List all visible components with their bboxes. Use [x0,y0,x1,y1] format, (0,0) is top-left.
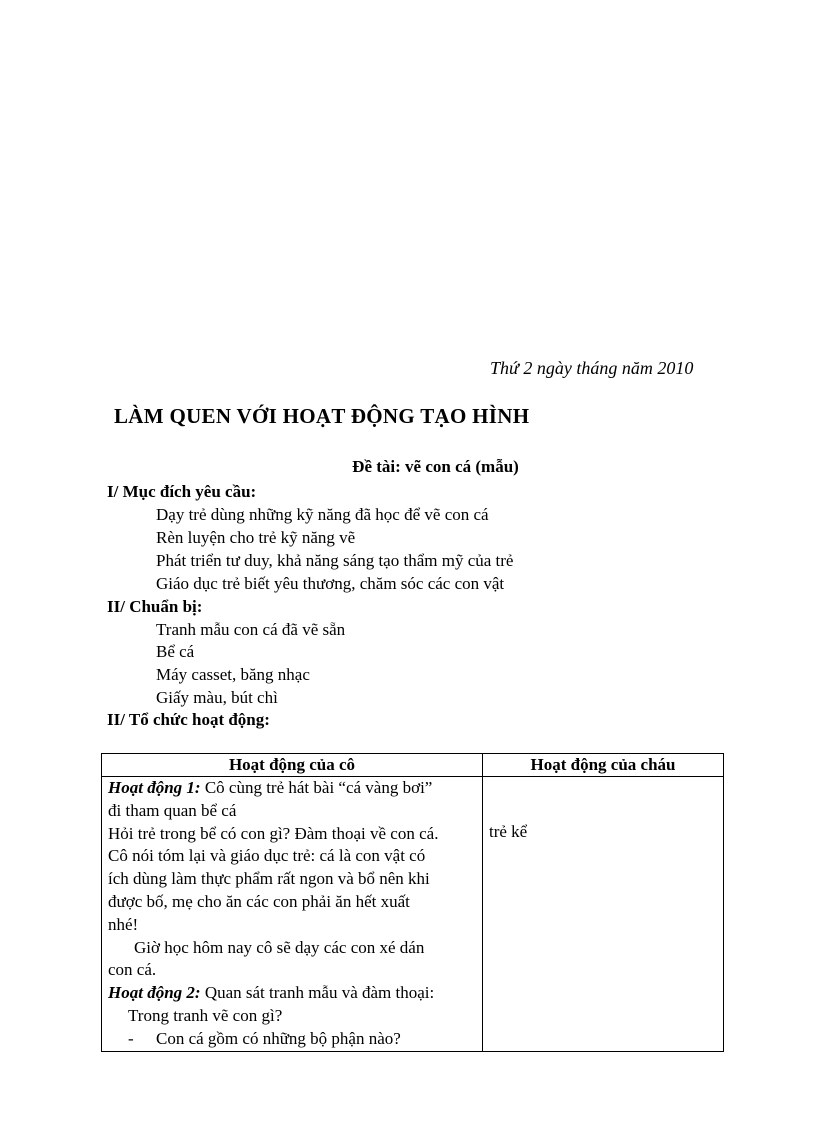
activity1-label: Hoạt động 1: [108,778,201,797]
text-line: Hỏi trẻ trong bể có con gì? Đàm thoại về con cá. [108,823,439,843]
text-line: ích dùng làm thực phẩm rất ngon và bổ nên khi [108,869,430,889]
text-line: Cô nói tóm lại và giáo dục trẻ: cá là con vật có [108,846,426,866]
activity1-line [108,777,476,800]
teacher-activities-cell [102,777,483,1052]
text-line: được bố, mẹ cho ăn các con phải ăn hết xuất [108,891,410,911]
section3-heading: II/ Tổ chức hoạt động: [107,710,270,729]
dash-text: Con cá gồm có những bộ phận nào? [156,1028,401,1048]
section1-item: Dạy trẻ dùng những kỹ năng đã học để vẽ con cá [156,505,489,524]
child-response: trẻ kể [489,822,528,841]
activity2-label: Hoạt động 2: [108,983,201,1003]
subject-line [0,457,816,477]
date-line: Thứ 2 ngày tháng năm 2010 [490,358,694,378]
table-row [102,777,724,1052]
section2-item: Tranh mẫu con cá đã vẽ sẵn [156,620,346,639]
section1-heading: I/ Mục đích yêu cầu: [107,482,257,501]
activity-table [101,753,724,1052]
section1-item: Rèn luyện cho trẻ kỹ năng vẽ [156,528,356,547]
text-line: nhé! [108,914,139,934]
text-line: con cá. [108,960,157,980]
text-line: Trong tranh vẽ con gì? [128,1005,283,1025]
table-header-row [102,754,724,777]
section1-item: Phát triển tư duy, khả năng sáng tạo thẩm mỹ của trẻ [156,551,514,570]
text-line: Giờ học hôm nay cô sẽ dạy các con xé dán [134,937,425,957]
dash-line [108,1028,476,1051]
dash-marker: - [128,1028,134,1048]
section2-item: Giấy màu, bút chì [156,688,278,707]
header-children: Hoạt động của cháu [483,754,724,777]
section2-item: Máy casset, băng nhạc [156,665,310,684]
activity2-text: Quan sát tranh mẫu và đàm thoại: [200,983,435,1003]
header-teacher: Hoạt động của cô [102,754,483,777]
children-activities-cell [483,777,724,1052]
section2-heading: II/ Chuẩn bị: [107,597,203,616]
activity2-line [108,982,476,1005]
section1-item: Giáo dục trẻ biết yêu thương, chăm sóc các con vật [156,574,505,593]
subject-text: Đề tài: vẽ con cá (mẫu) [352,457,519,476]
page-title: LÀM QUEN VỚI HOẠT ĐỘNG TẠO HÌNH [114,404,530,428]
activity1-text: Cô cùng trẻ hát bài “cá vàng bơi” [200,778,433,797]
text-line: đi tham quan bể cá [108,800,237,820]
section2-item: Bể cá [156,642,195,661]
